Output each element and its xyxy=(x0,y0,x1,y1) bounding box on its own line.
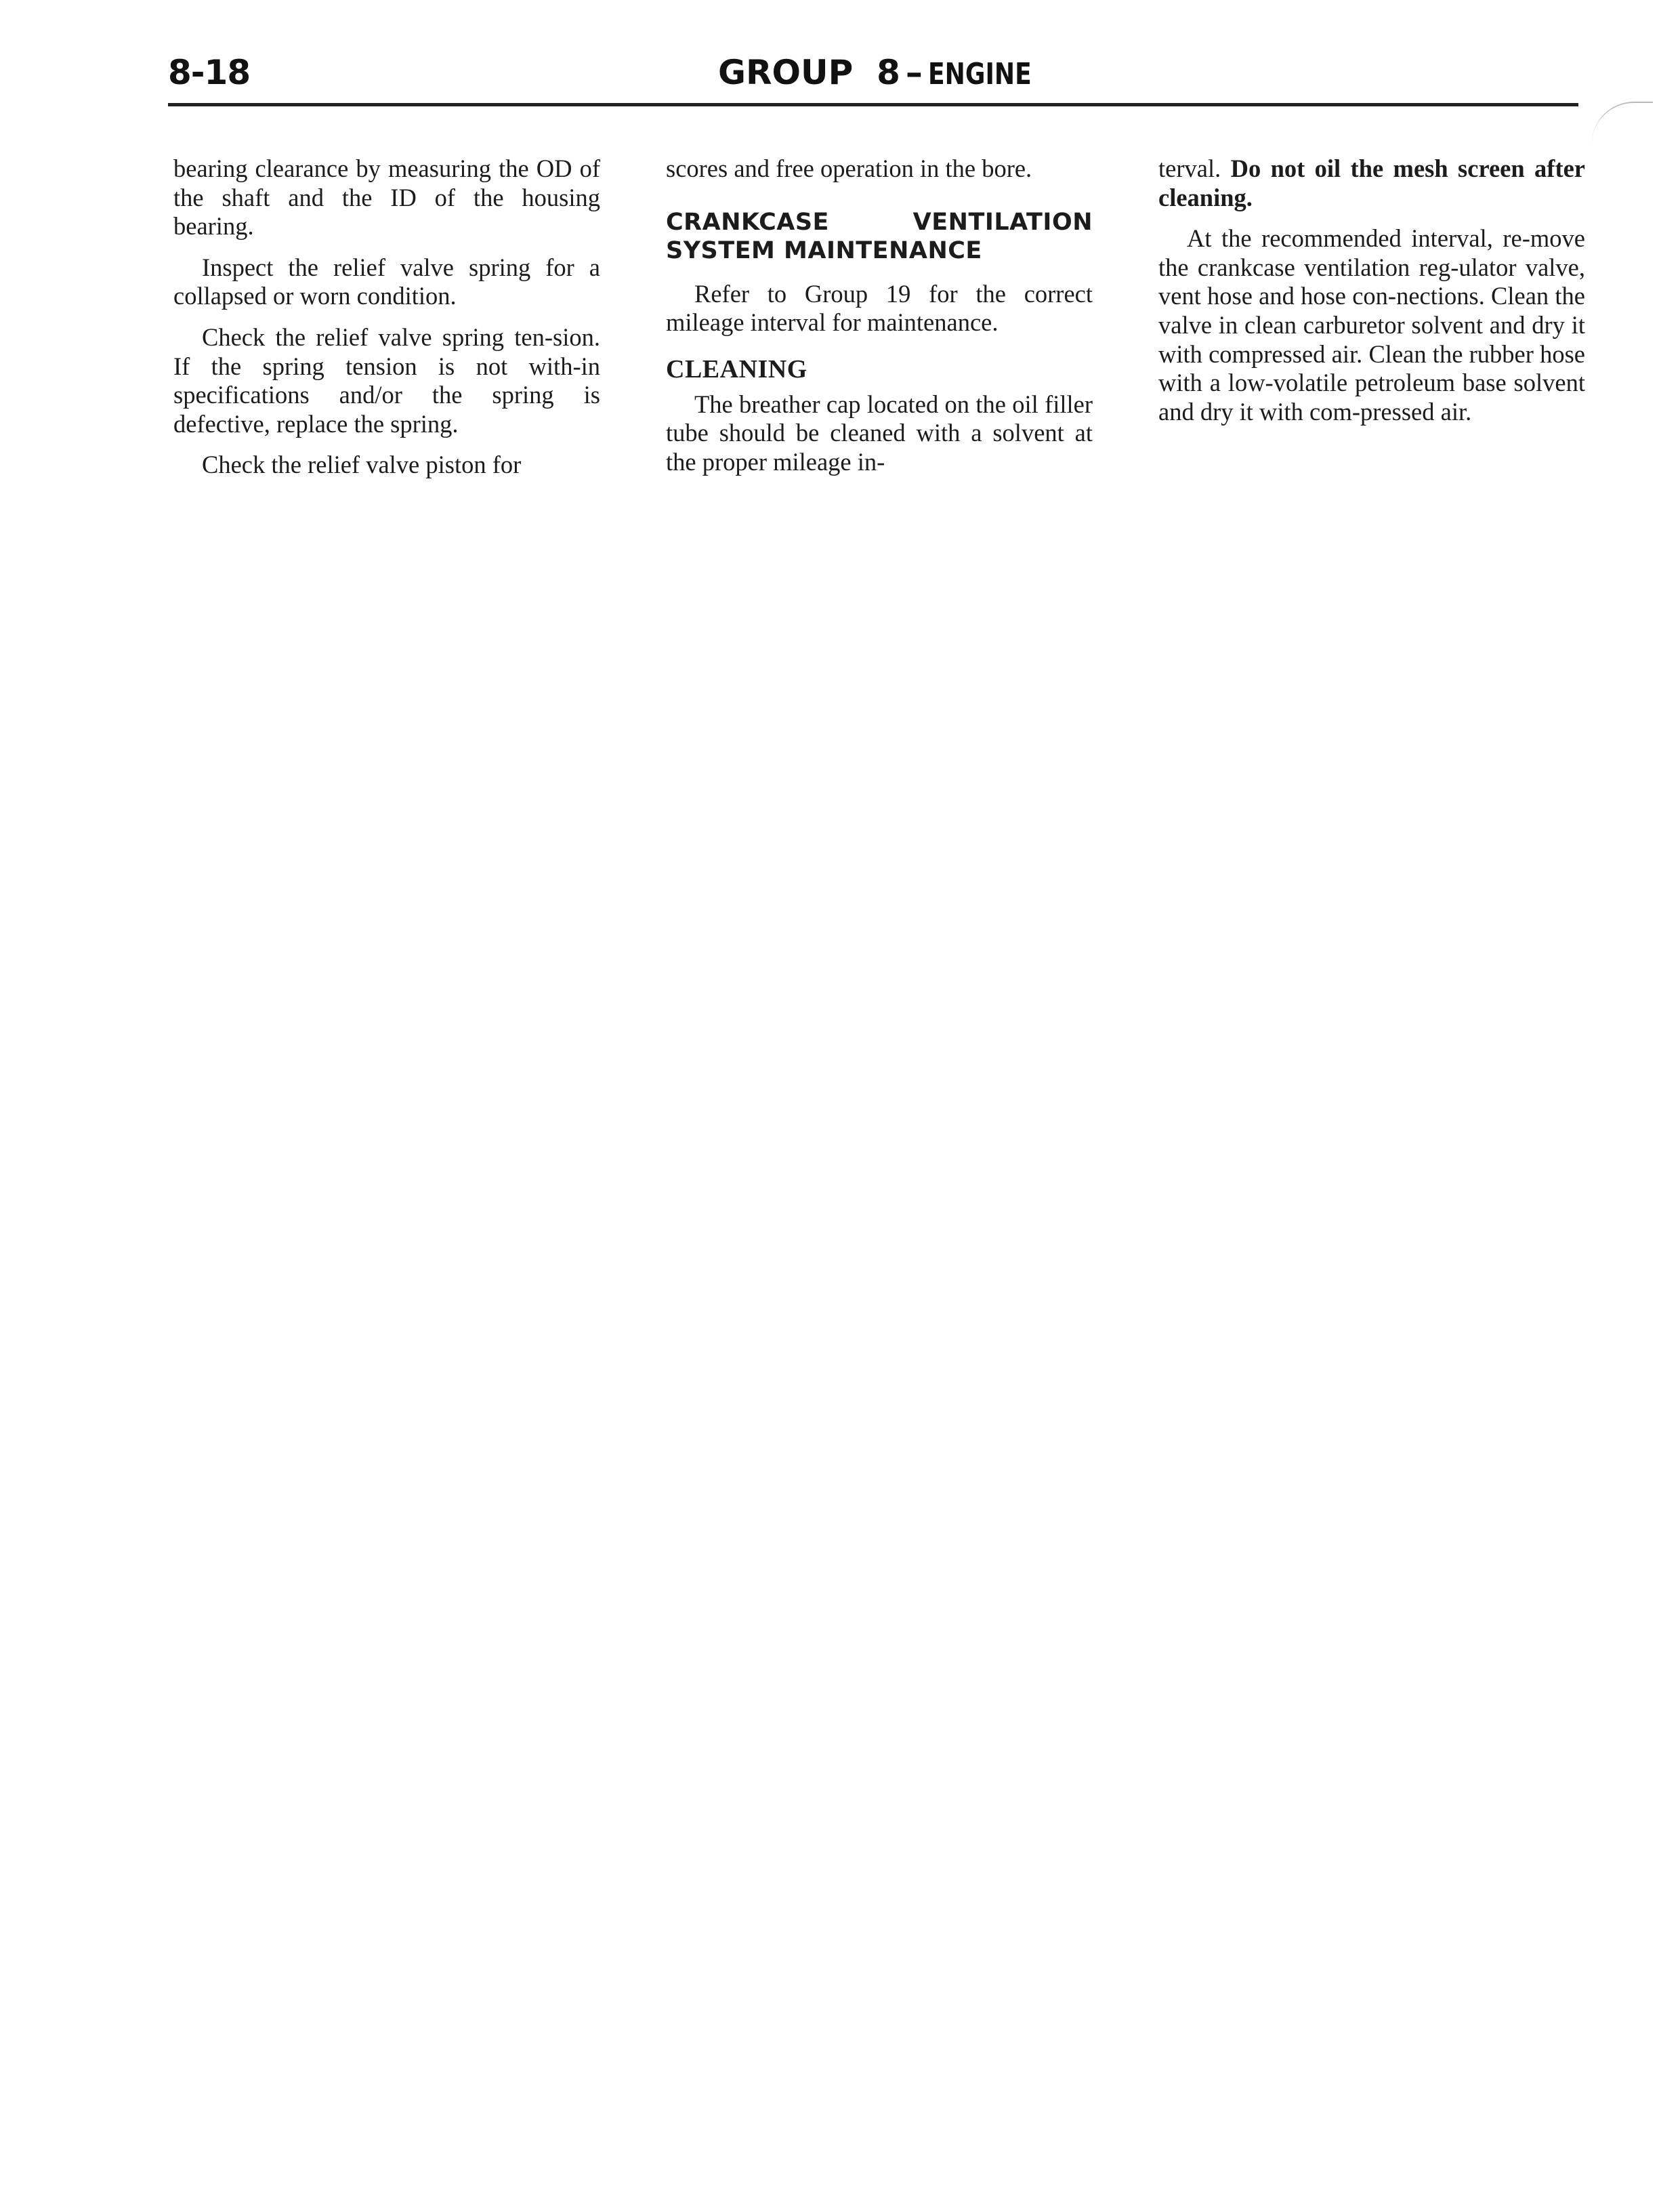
page-corner-mark xyxy=(1592,102,1653,144)
paragraph: Check the relief valve piston for xyxy=(202,451,522,479)
paragraph-text: terval. xyxy=(1158,154,1221,182)
paragraph: At the recommended interval, re-move the crankcase ventilation reg-ulator valve, vent hose and hose con-nections. Clean the valve in clean carburetor solvent and dry it with compressed air. Clean the rubber hose with a low-volatile petroleum base solvent and dry it with com-pressed air. xyxy=(1158,224,1585,426)
text-column-3 xyxy=(1158,154,1585,438)
paragraph xyxy=(1158,154,1585,212)
header-rule xyxy=(168,103,1578,106)
page-number: 8-18 xyxy=(168,53,251,92)
header-title xyxy=(718,53,1054,92)
bold-warning: Do not oil the mesh screen after cleaning. xyxy=(1158,154,1586,211)
paragraph: Inspect the relief valve spring for a collapsed or worn condition. xyxy=(173,253,600,310)
group-number: 8 xyxy=(877,53,900,92)
section-heading: CLEANING xyxy=(666,354,807,384)
paragraph: scores and free operation in the bore. xyxy=(666,154,1032,182)
section-title: ENGINE xyxy=(927,57,1032,91)
paragraph: Refer to Group 19 for the correct mileage interval for maintenance. xyxy=(666,279,1093,337)
paragraph: bearing clearance by measuring the OD of the shaft and the ID of the housing bearing. xyxy=(173,154,600,241)
group-label: GROUP xyxy=(718,53,854,92)
paragraph: Check the relief valve spring ten-sion. If the spring tension is not with-in specifications and/or the spring is defective, replace the spring. xyxy=(173,323,600,438)
section-heading: CRANKCASE VENTILATION SYSTEM MAINTENANCE xyxy=(666,208,1093,264)
header-dash: – xyxy=(905,53,923,92)
text-column-2 xyxy=(666,154,1093,489)
text-column-1 xyxy=(173,154,600,492)
paragraph: The breather cap located on the oil filler tube should be cleaned with a solvent at the proper mileage in- xyxy=(666,390,1093,476)
